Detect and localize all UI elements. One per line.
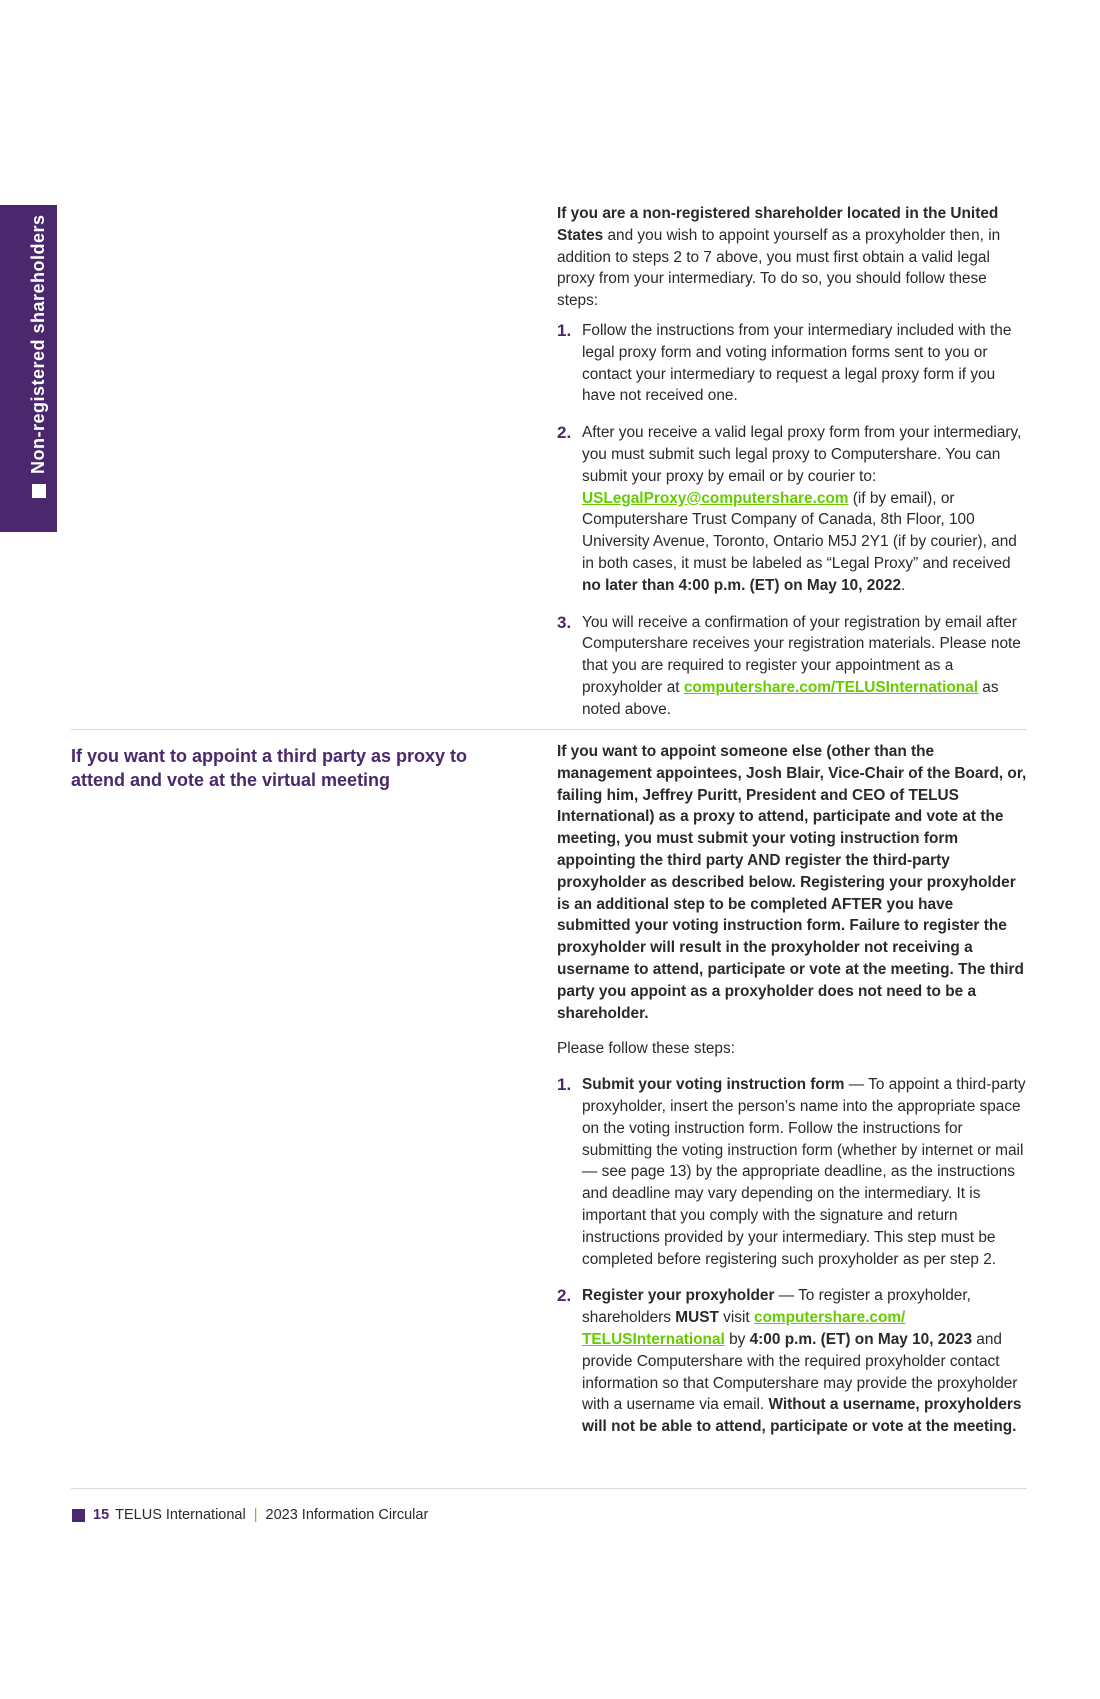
step-title: Submit your voting instruction form	[582, 1076, 845, 1094]
legal-proxy-email-link[interactable]: USLegalProxy@computershare.com	[582, 489, 849, 507]
step-text-part: as noted above.	[582, 678, 999, 718]
third-party-steps-list	[557, 1074, 1027, 1438]
step-title: Register your proxyholder	[582, 1287, 775, 1305]
footer-square-icon	[72, 1509, 85, 1522]
list-item	[557, 1285, 1027, 1438]
page-footer	[72, 1507, 428, 1523]
step-number: 3.	[557, 612, 572, 632]
list-item	[557, 1074, 1027, 1270]
step-text-part: After you receive a valid legal proxy form from your intermediary, you must submit such legal proxy to Computershare. You can submit your proxy by email or by courier to:	[582, 424, 1022, 485]
side-tab-label: Non-registered shareholders	[28, 214, 48, 474]
footer-company: TELUS International	[115, 1507, 246, 1523]
step-number: 1.	[557, 1075, 572, 1095]
step-text: Follow the instructions from your intermediary included with the legal proxy form and voting information forms sent to you or contact your intermediary to request a legal proxy form if you have not received one.	[582, 321, 1012, 405]
step-text-part: .	[901, 576, 906, 594]
footer-separator: |	[253, 1507, 258, 1523]
us-intro-bold: If you are a non-registered shareholder located in the United States	[557, 205, 999, 244]
step-number: 2.	[557, 423, 572, 443]
us-intro-paragraph	[557, 203, 1027, 312]
step-text	[582, 1074, 1027, 1270]
section-divider	[71, 729, 1027, 730]
step-number: 1.	[557, 320, 572, 340]
third-party-section	[557, 741, 1027, 1438]
square-bullet-icon	[32, 484, 46, 498]
step-text	[582, 612, 1027, 721]
step-text-part: — To appoint a third-party proxyholder, insert the person’s name into the appropriate space on the voting instruction form. Follow the instructions for submitting the voting instruction form (whether by internet or mail — see page 13) by the appropriate deadline, as the instructions and deadline may vary depending on the intermediary. It is important that you comply with the signature and return instructions provided by your intermediary. This step must be completed before registering such proxyholder as per step 2.	[582, 1076, 1026, 1268]
step-text-part: (if by email), or Computershare Trust Company of Canada, 8th Floor, 100 University Avenue, Toronto, Ontario M5J 2Y1 (if by courier), and in both cases, it must be labeled as “Legal Proxy” and received	[582, 489, 1017, 572]
step-text-part: visit	[718, 1309, 754, 1327]
deadline-text: 4:00 p.m. (ET) on May 10, 2023	[749, 1330, 973, 1348]
side-section-tab-content	[28, 214, 49, 498]
must-text: MUST	[675, 1309, 719, 1327]
third-party-intro: If you want to appoint someone else (other than the management appointees, Josh Blair, Vice-Chair of the Board, or, failing him, Jeffrey Puritt, President and CEO of TELUS International) as a proxy to attend, participate and vote at the meeting, you must submit your voting instruction form appointing the third party AND register the third-party proxyholder as described below. Registering your proxyholder is an additional step to be completed AFTER you have submitted your voting instruction form. Failure to register the proxyholder will result in the proxyholder not receiving a username to attend, participate or vote at the meeting. The third party you appoint as a proxyholder does not need to be a shareholder.	[557, 743, 1027, 1022]
list-item	[557, 422, 1027, 596]
deadline-text: no later than 4:00 p.m. (ET) on May 10, 2022	[582, 576, 902, 594]
step-text-part: by	[724, 1330, 750, 1348]
step-number: 2.	[557, 1286, 572, 1306]
us-intro-text: and you wish to appoint yourself as a proxyholder then, in addition to steps 2 to 7 above, you must first obtain a valid legal proxy from your intermediary. To do so, you should follow these steps:	[557, 226, 1001, 310]
list-item	[557, 320, 1027, 407]
us-steps-list	[557, 320, 1027, 721]
list-item	[557, 612, 1027, 721]
page-number: 15	[93, 1507, 110, 1523]
step-text-part: — To register a proxyholder, shareholders	[582, 1287, 971, 1327]
step-text-part: and provide Computershare with the required proxyholder contact information so that Computershare may provide the proxyholder with a username via email.	[582, 1330, 1018, 1414]
step-text	[582, 1285, 1027, 1438]
footer-divider	[71, 1488, 1027, 1489]
follow-steps-text: Please follow these steps:	[557, 1040, 735, 1058]
warning-text: Without a username, proxyholders will not be able to attend, participate or vote at the meeting.	[582, 1396, 1022, 1436]
step-text	[582, 422, 1027, 596]
step-text-part: You will receive a confirmation of your registration by email after Computershare receives your registration materials. Please note that you are required to register your appointment as a proxyholder at	[582, 613, 1021, 696]
us-shareholder-section	[557, 203, 1027, 721]
footer-doc-title: 2023 Information Circular	[265, 1507, 429, 1523]
computershare-link[interactable]: computershare.com/TELUSInternational	[683, 678, 979, 696]
third-party-heading: If you want to appoint a third party as proxy to attend and vote at the virtual meeting	[71, 746, 468, 790]
computershare-register-link[interactable]: computershare.com/ TELUSInternational	[582, 1309, 906, 1348]
